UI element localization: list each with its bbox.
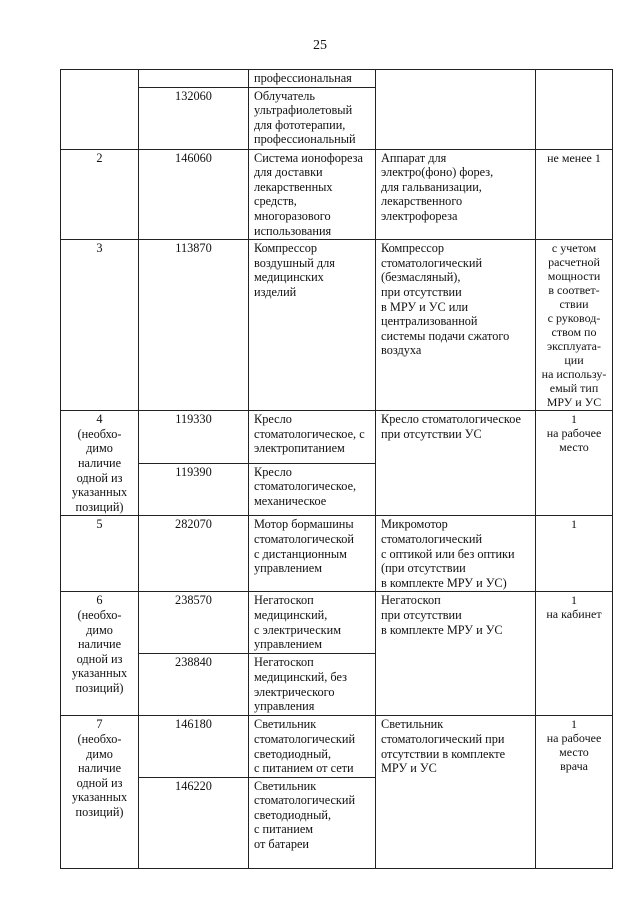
row-number-cell: 7 (необхо- димо наличие одной из указанных позиций) (61, 716, 139, 868)
code-cell: 282070 (139, 516, 249, 592)
table-row (61, 70, 613, 88)
description-cell: Светильник стоматологический при отсутствии в комплекте МРУ и УС (376, 716, 536, 868)
code-cell: 146060 (139, 149, 249, 240)
table-row (61, 411, 613, 464)
equipment-table (60, 69, 613, 869)
row-number-cell: 5 (61, 516, 139, 592)
name-cell: профессиональная (249, 70, 376, 88)
code-cell: 146180 (139, 716, 249, 777)
name-cell: Мотор бормашины стоматологической с дистанционным управлением (249, 516, 376, 592)
description-cell: Негатоскоп при отсутствии в комплекте МРУ и УС (376, 592, 536, 716)
table-row (61, 149, 613, 240)
table-row (61, 516, 613, 592)
code-cell: 119330 (139, 411, 249, 464)
table-row (61, 592, 613, 654)
name-cell: Негатоскоп медицинский, с электрическим управлением (249, 592, 376, 654)
code-cell: 132060 (139, 87, 249, 149)
name-cell: Облучатель ультрафиолетовый для фототерапии, профессиональный (249, 87, 376, 149)
code-cell: 238570 (139, 592, 249, 654)
name-cell: Компрессор воздушный для медицинских изделий (249, 240, 376, 411)
quantity-cell: 1 на рабочее место врача (536, 716, 613, 868)
name-cell: Негатоскоп медицинский, без электрического управления (249, 654, 376, 716)
description-cell: Микромотор стоматологический с оптикой или без оптики (при отсутствии в комплекте МРУ и УС) (376, 516, 536, 592)
code-cell: 238840 (139, 654, 249, 716)
code-cell (139, 70, 249, 88)
code-cell: 113870 (139, 240, 249, 411)
quantity-cell: 1 на кабинет (536, 592, 613, 716)
table-row (61, 240, 613, 411)
description-cell: Компрессор стоматологический (безмасляный), при отсутствии в МРУ и УС или централизованной системы подачи сжатого воздуха (376, 240, 536, 411)
page-number: 25 (313, 38, 327, 53)
description-cell: Кресло стоматологическое при отсутствии УС (376, 411, 536, 516)
row-number-cell: 3 (61, 240, 139, 411)
name-cell: Система ионофореза для доставки лекарственных средств, многоразового использования (249, 149, 376, 240)
row-number-cell: 6 (необхо- димо наличие одной из указанных позиций) (61, 592, 139, 716)
quantity-cell (536, 70, 613, 150)
row-number-cell: 4 (необхо- димо наличие одной из указанных позиций) (61, 411, 139, 516)
name-cell: Кресло стоматологическое, с электропитанием (249, 411, 376, 464)
name-cell: Светильник стоматологический светодиодный, с питанием от батареи (249, 777, 376, 868)
name-cell: Светильник стоматологический светодиодный, с питанием от сети (249, 716, 376, 777)
quantity-cell: 1 (536, 516, 613, 592)
description-cell: Аппарат для электро(фоно) форез, для гальванизации, лекарственного электрофореза (376, 149, 536, 240)
name-cell: Кресло стоматологическое, механическое (249, 463, 376, 516)
quantity-cell: 1 на рабочее место (536, 411, 613, 516)
quantity-cell: с учетом расчетной мощности в соответ- ствии с руковод- ством по эксплуата- ции на использу- емый тип МРУ и УС (536, 240, 613, 411)
row-number-cell: 2 (61, 149, 139, 240)
quantity-cell: не менее 1 (536, 149, 613, 240)
row-number-cell (61, 70, 139, 150)
table-row (61, 716, 613, 777)
description-cell (376, 70, 536, 150)
code-cell: 146220 (139, 777, 249, 868)
code-cell: 119390 (139, 463, 249, 516)
